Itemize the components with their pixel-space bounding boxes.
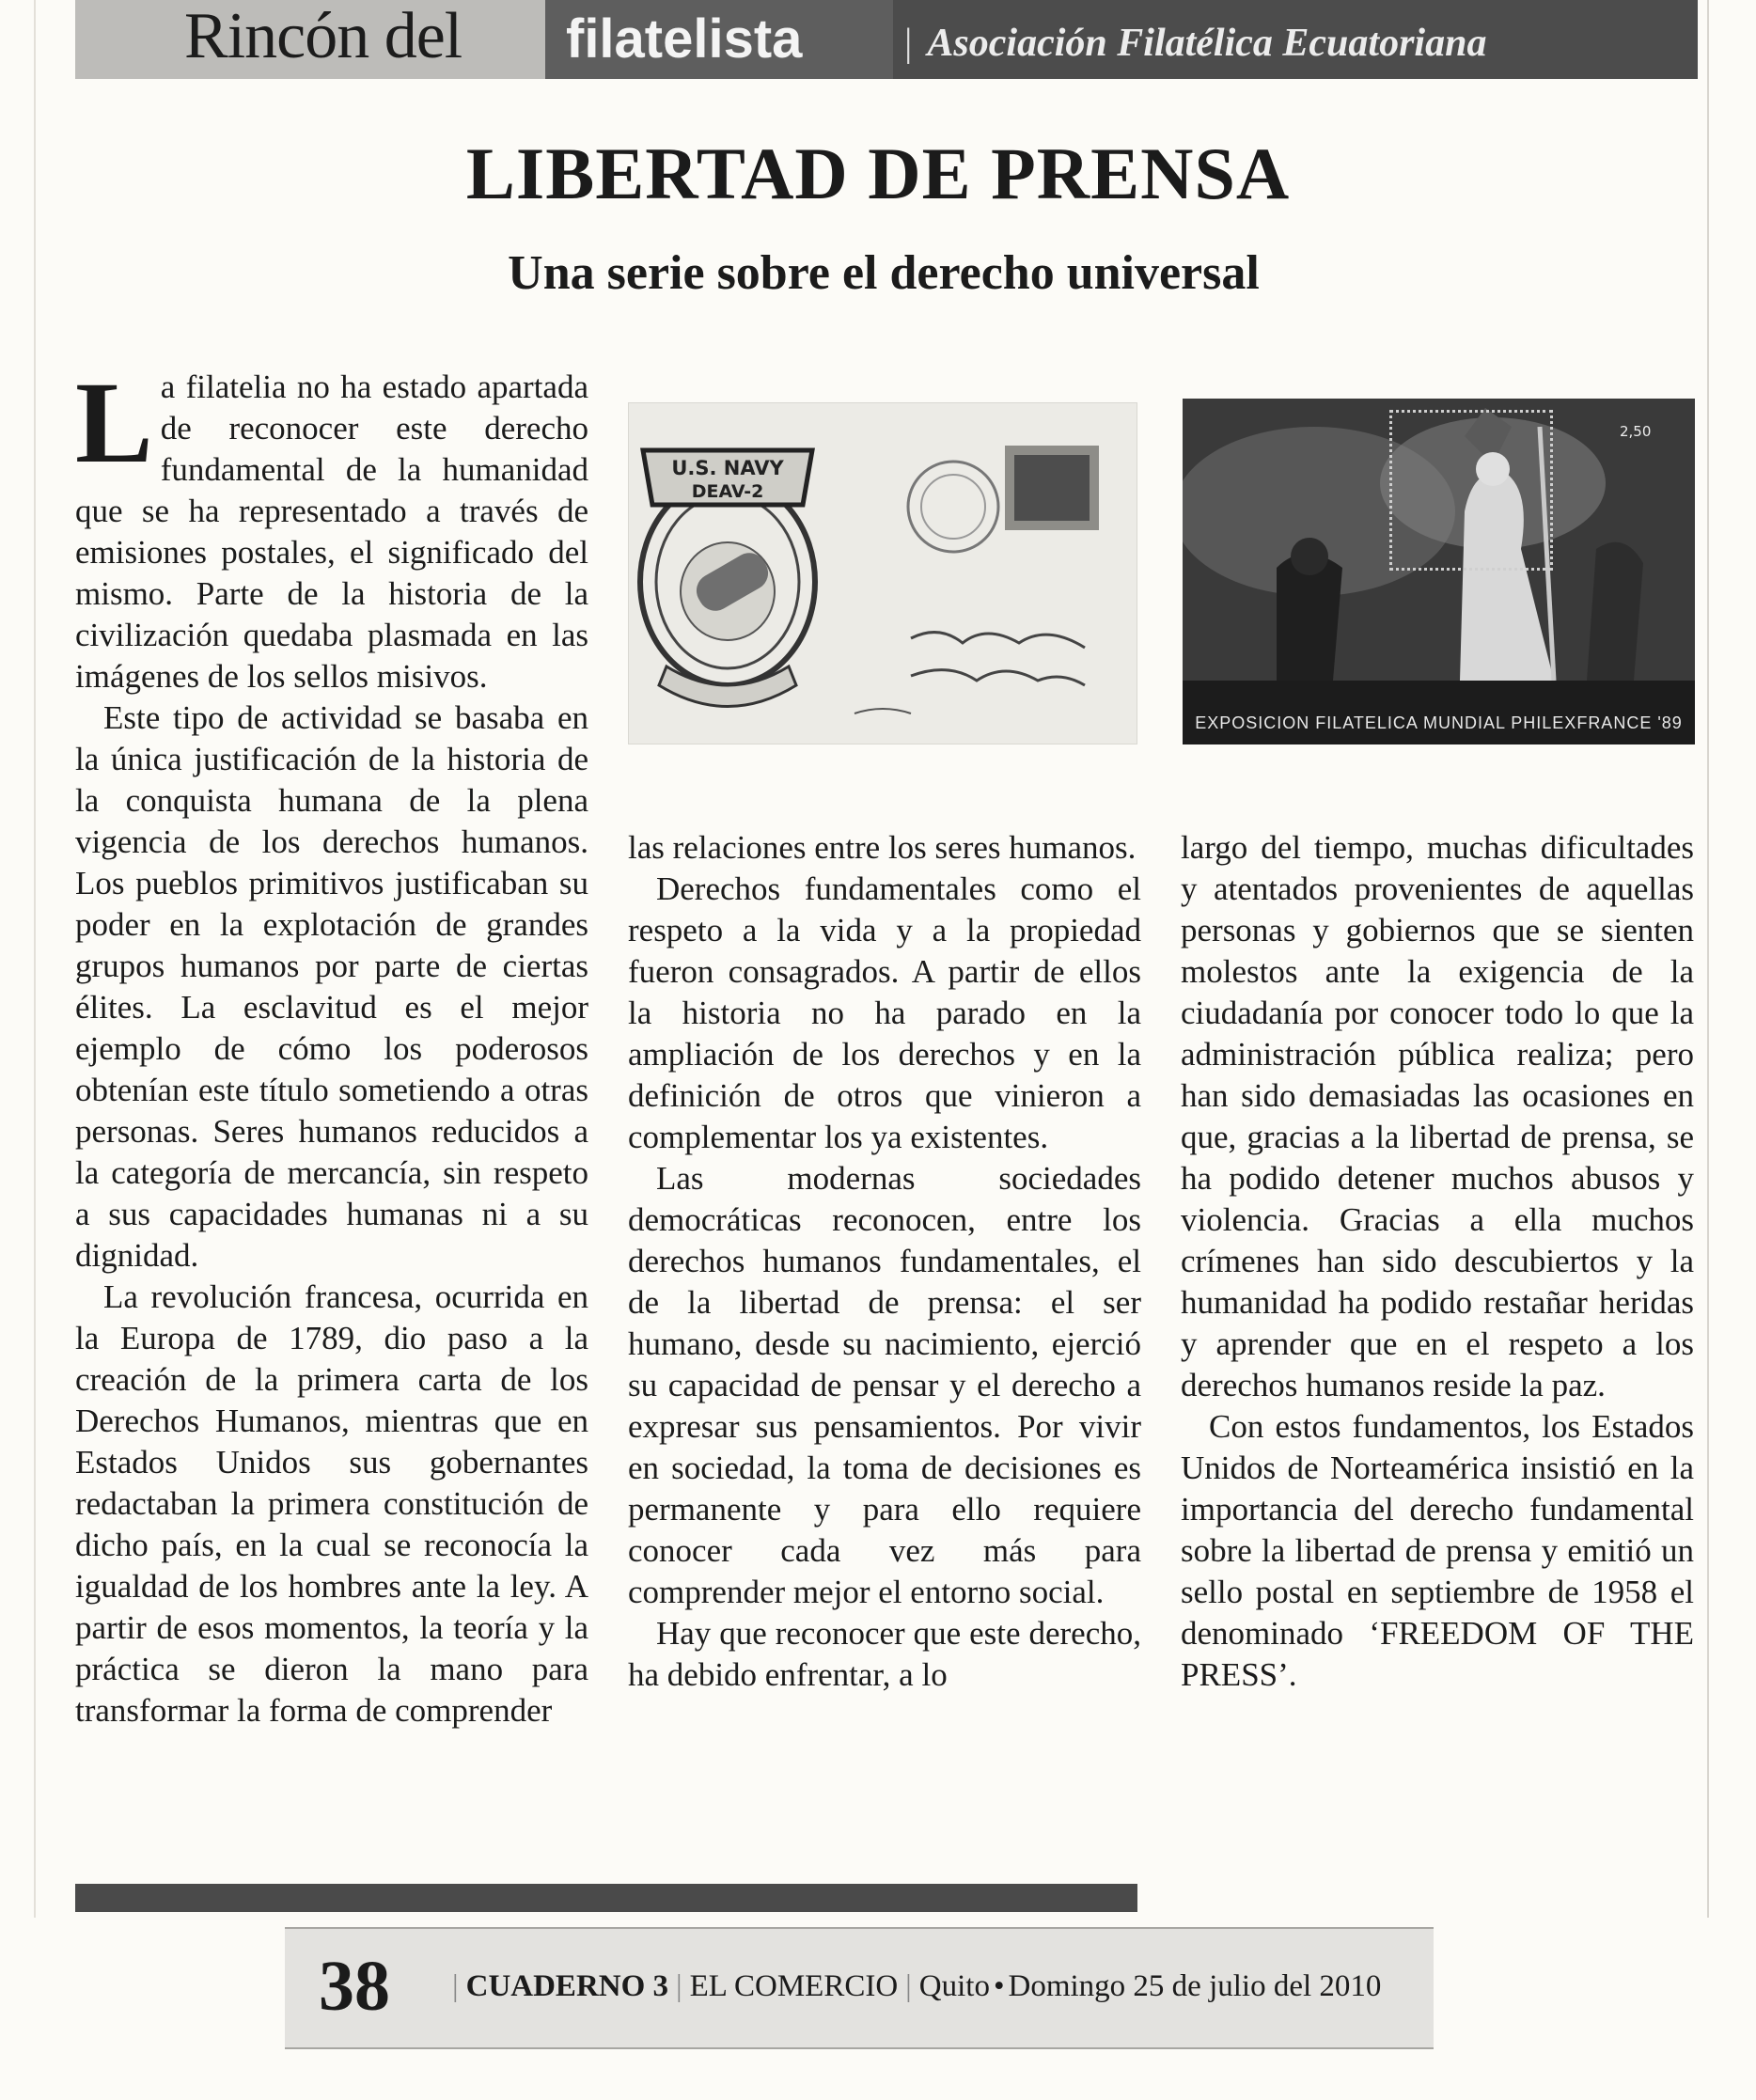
paragraph: Este tipo de actividad se basaba en la única justificación de la historia de la conquista humana de la plena vigencia de los derechos humanos. Los pueblos primitivos justificaban su poder en la explotación de grandes grupos humanos por parte de ciertas élites. La esclavitud es el mejor ejemplo de cómo los poderosos obtenían este título sometiendo a otras personas. Seres humanos reducidos a la categoría de mercancía, sin respeto a sus capacidades humanas ni a su dignidad. <box>75 699 588 1274</box>
footer-date: Domingo 25 de julio del 2010 <box>1008 1969 1382 2003</box>
article-subtitle: Una serie sobre el derecho universal <box>508 246 1260 300</box>
paragraph: Con estos fundamentos, los Estados Unidos de Norteamérica insistió en la importancia del derecho fundamental sobre la libertad de prensa y emitió un sello postal en septiembre de 1958 el denominado ‘FREEDOM OF THE PRESS’. <box>1181 1408 1694 1693</box>
paragraph: Las modernas sociedades democráticas reconocen, entre los derechos humanos fundamentales, el de la libertad de prensa: el ser humano, desde su nacimiento, ejerció su capacidad de pensar y el derecho a expresar sus pensamientos. Por vivir en sociedad, la toma de decisiones es permanente y para ello requiere conocer cada vez más para comprender mejor el entorno social. <box>628 1160 1141 1610</box>
page-footer <box>285 1927 1434 2049</box>
organization-name: Asociación Filatélica Ecuatoriana <box>927 22 1487 65</box>
section-name: Rincón del <box>184 0 463 72</box>
footer-info <box>445 1963 1381 2010</box>
liberty-stamp-image <box>1183 399 1695 744</box>
footer-separator: | <box>676 1969 682 2003</box>
liberty-stamp-value: 2,50 <box>1620 423 1652 440</box>
cover-stamp-top: U.S. NAVY <box>671 457 784 479</box>
paragraph: La revolución francesa, ocurrida en la Europa de 1789, dio paso a la creación de la primera carta de los Derechos Humanos, mientras que en Estados Unidos sus gobernantes redactaban la primera constitución de dicho país, en la cual se reconocía la igualdad de los hombres ante la ley. A partir de esos momentos, la teoría y la práctica se dieron la mano para transformar la forma de comprender <box>75 1278 588 1729</box>
organization-label <box>893 0 1698 79</box>
cover-stamp-mid: DEAV-2 <box>691 481 764 502</box>
header-separator: | <box>904 22 913 65</box>
paragraph: largo del tiempo, muchas dificultades y atentados provenientes de aquellas personas y gobiernos que se sienten molestos ante la exigencia de la ciudadanía por conocer todo lo que la administración pública realiza; pero han sido demasiadas las ocasiones en que, gracias a la libertad de prensa, se ha podido detener muchos abusos y violencia. Gracias a ella muchos crímenes han sido descubiertos y la humanidad ha podido restañar heridas y aprender que en el respeto a los derechos humanos reside la paz. <box>1181 829 1694 1403</box>
article-column-1 <box>75 358 588 1732</box>
footer-newspaper: EL COMERCIO <box>689 1969 899 2003</box>
drop-cap: L <box>75 358 153 487</box>
bottom-rule <box>75 1884 1137 1912</box>
paragraph: Hay que reconocer que este derecho, ha debido enfrentar, a lo <box>628 1615 1141 1693</box>
paragraph: Derechos fundamentales como el respeto a la vida y a la propiedad fueron consagrados. A partir de ellos la historia no ha parado en la ampliación de los derechos y en la definición de otros que vinieron a complementar los ya existentes. <box>628 870 1141 1155</box>
paragraph-text: a filatelia no ha estado apartada de reconocer este derecho fundamental de la humanidad que se ha representado a través de emisiones postales, el significado del mismo. Parte de la historia de la civilización quedaba plasmada en las imágenes de los sellos misivos. <box>75 368 588 695</box>
navy-cover-image <box>628 402 1137 744</box>
liberty-caption: EXPOSICION FILATELICA MUNDIAL PHILEXFRANCE '89 <box>1195 713 1683 732</box>
stamp-perforation-frame <box>1389 410 1553 571</box>
section-highlight: filatelista <box>545 0 893 79</box>
page-number: 38 <box>319 1947 390 2026</box>
footer-separator: | <box>452 1969 459 2003</box>
paragraph: las relaciones entre los seres humanos. <box>628 829 1137 866</box>
footer-section: CUADERNO 3 <box>465 1969 669 2003</box>
footer-bullet: • <box>993 1969 1005 2003</box>
article-title: LIBERTAD DE PRENSA <box>465 133 1291 214</box>
navy-cover-illustration <box>629 403 1137 744</box>
footer-separator: | <box>905 1969 912 2003</box>
article-column-2 <box>628 827 1141 1696</box>
article-column-3 <box>1181 827 1694 1696</box>
footer-city: Quito <box>918 1969 990 2003</box>
paragraph <box>75 358 588 697</box>
